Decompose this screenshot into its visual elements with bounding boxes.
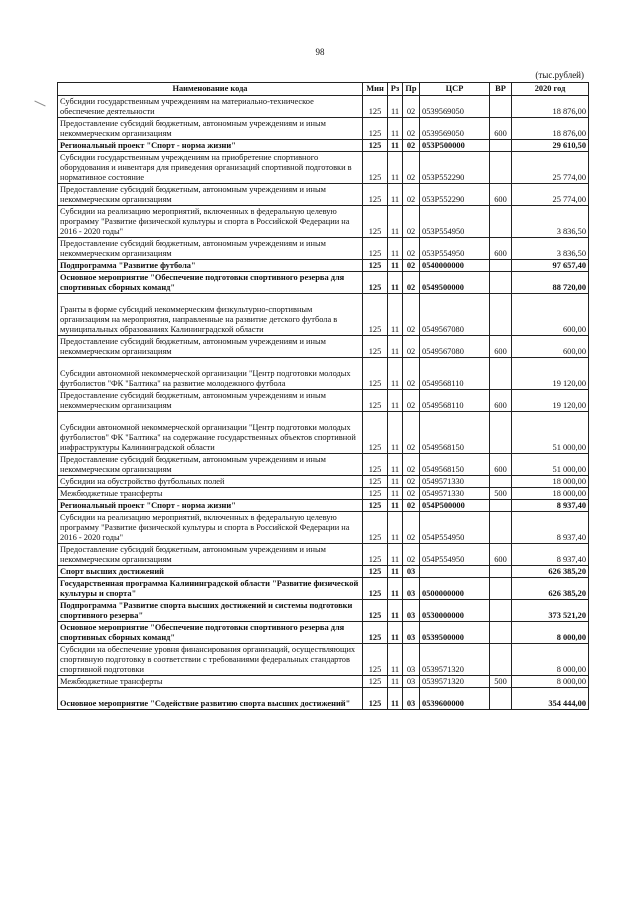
row-vr-cell (490, 566, 512, 578)
row-min-cell: 125 (363, 260, 388, 272)
row-name-cell: Региональный проект "Спорт - норма жизни" (58, 140, 363, 152)
row-vr-cell: 500 (490, 488, 512, 500)
row-vr-cell (490, 578, 512, 600)
row-name-cell: Субсидии государственным учреждениям на материально-техническое обеспечение деятельности (58, 96, 363, 118)
row-min-cell: 125 (363, 272, 388, 294)
row-pr-cell: 03 (403, 688, 420, 710)
budget-table (57, 82, 589, 710)
row-rz-cell: 11 (388, 566, 403, 578)
row-csr-cell: 053Р554950 (420, 238, 490, 260)
table-row (58, 140, 589, 152)
row-amount-cell: 8 000,00 (512, 644, 589, 676)
row-name-cell: Основное мероприятие "Содействие развитию спорта высших достижений" (58, 688, 363, 710)
table-row (58, 566, 589, 578)
row-name-cell: Субсидии на реализацию мероприятий, включенных в федеральную целевую программу "Развитие физической культуры и спорта в Российской Федерации на 2016 - 2020 годы" (58, 206, 363, 238)
row-pr-cell: 02 (403, 152, 420, 184)
row-name-cell: Государственная программа Калининградской области "Развитие физической культуры и спорта" (58, 578, 363, 600)
row-amount-cell: 18 876,00 (512, 118, 589, 140)
row-min-cell: 125 (363, 676, 388, 688)
row-rz-cell: 11 (388, 412, 403, 454)
row-min-cell: 125 (363, 238, 388, 260)
row-rz-cell: 11 (388, 454, 403, 476)
row-min-cell: 125 (363, 512, 388, 544)
row-pr-cell: 03 (403, 676, 420, 688)
row-vr-cell (490, 512, 512, 544)
row-min-cell: 125 (363, 644, 388, 676)
row-amount-cell: 19 120,00 (512, 358, 589, 390)
row-name-cell: Межбюджетные трансферты (58, 676, 363, 688)
row-csr-cell: 054Р500000 (420, 500, 490, 512)
header-min: Мин (363, 83, 388, 96)
table-row (58, 358, 589, 390)
row-amount-cell: 51 000,00 (512, 454, 589, 476)
row-amount-cell: 19 120,00 (512, 390, 589, 412)
row-pr-cell: 02 (403, 512, 420, 544)
row-min-cell: 125 (363, 488, 388, 500)
table-row (58, 578, 589, 600)
row-csr-cell: 054Р554950 (420, 512, 490, 544)
row-rz-cell: 11 (388, 544, 403, 566)
row-min-cell: 125 (363, 294, 388, 336)
row-amount-cell: 600,00 (512, 294, 589, 336)
row-csr-cell: 0549568150 (420, 454, 490, 476)
page-number: 98 (315, 47, 325, 57)
table-row (58, 688, 589, 710)
row-amount-cell: 18 000,00 (512, 488, 589, 500)
header-vr: ВР (490, 83, 512, 96)
row-pr-cell: 03 (403, 644, 420, 676)
row-vr-cell (490, 294, 512, 336)
row-pr-cell: 02 (403, 476, 420, 488)
row-csr-cell (420, 566, 490, 578)
row-rz-cell: 11 (388, 118, 403, 140)
row-amount-cell: 25 774,00 (512, 184, 589, 206)
row-csr-cell: 0539571320 (420, 676, 490, 688)
row-rz-cell: 11 (388, 336, 403, 358)
row-amount-cell: 3 836,50 (512, 206, 589, 238)
row-name-cell: Основное мероприятие "Обеспечение подготовки спортивного резерва для спортивных сборных команд" (58, 622, 363, 644)
row-vr-cell (490, 622, 512, 644)
row-vr-cell (490, 688, 512, 710)
row-amount-cell: 18 000,00 (512, 476, 589, 488)
row-name-cell: Субсидии на обустройство футбольных полей (58, 476, 363, 488)
row-csr-cell: 0539600000 (420, 688, 490, 710)
row-min-cell: 125 (363, 454, 388, 476)
row-vr-cell: 600 (490, 544, 512, 566)
row-min-cell: 125 (363, 544, 388, 566)
table-row (58, 152, 589, 184)
table-row (58, 454, 589, 476)
row-min-cell: 125 (363, 622, 388, 644)
row-pr-cell: 03 (403, 622, 420, 644)
row-min-cell: 125 (363, 566, 388, 578)
row-vr-cell (490, 600, 512, 622)
row-pr-cell: 02 (403, 260, 420, 272)
row-min-cell: 125 (363, 96, 388, 118)
row-amount-cell: 626 385,20 (512, 578, 589, 600)
row-min-cell: 125 (363, 336, 388, 358)
row-rz-cell: 11 (388, 294, 403, 336)
table-row (58, 644, 589, 676)
row-csr-cell: 0540000000 (420, 260, 490, 272)
row-csr-cell: 0549568110 (420, 358, 490, 390)
row-name-cell: Региональный проект "Спорт - норма жизни" (58, 500, 363, 512)
row-min-cell: 125 (363, 206, 388, 238)
row-csr-cell: 0549567080 (420, 294, 490, 336)
row-rz-cell: 11 (388, 578, 403, 600)
row-amount-cell: 88 720,00 (512, 272, 589, 294)
row-min-cell: 125 (363, 578, 388, 600)
row-amount-cell: 18 876,00 (512, 96, 589, 118)
row-pr-cell: 02 (403, 96, 420, 118)
row-name-cell: Подпрограмма "Развитие футбола" (58, 260, 363, 272)
row-vr-cell (490, 500, 512, 512)
table-row (58, 336, 589, 358)
row-name-cell: Предоставление субсидий бюджетным, автономным учреждениям и иным некоммерческим организациям (58, 336, 363, 358)
row-rz-cell: 11 (388, 184, 403, 206)
table-body (58, 96, 589, 710)
row-csr-cell: 0539569050 (420, 118, 490, 140)
row-vr-cell: 600 (490, 454, 512, 476)
row-rz-cell: 11 (388, 644, 403, 676)
row-amount-cell: 373 521,20 (512, 600, 589, 622)
row-pr-cell: 02 (403, 272, 420, 294)
row-rz-cell: 11 (388, 238, 403, 260)
row-csr-cell: 0549568150 (420, 412, 490, 454)
table-header-row (58, 83, 589, 96)
row-name-cell: Межбюджетные трансферты (58, 488, 363, 500)
row-csr-cell: 0539500000 (420, 622, 490, 644)
row-amount-cell: 8 000,00 (512, 622, 589, 644)
table-row (58, 238, 589, 260)
row-vr-cell: 600 (490, 184, 512, 206)
row-vr-cell: 600 (490, 390, 512, 412)
header-rz: Рз (388, 83, 403, 96)
row-pr-cell: 02 (403, 140, 420, 152)
row-csr-cell: 053Р552290 (420, 152, 490, 184)
row-pr-cell: 02 (403, 500, 420, 512)
row-rz-cell: 11 (388, 272, 403, 294)
row-rz-cell: 11 (388, 512, 403, 544)
row-min-cell: 125 (363, 358, 388, 390)
row-csr-cell: 0539569050 (420, 96, 490, 118)
row-name-cell: Субсидии на реализацию мероприятий, включенных в федеральную целевую программу "Развитие физической культуры и спорта в Российской Федерации на 2016 - 2020 годы" (58, 512, 363, 544)
row-csr-cell: 053Р554950 (420, 206, 490, 238)
row-vr-cell (490, 272, 512, 294)
table-row (58, 412, 589, 454)
row-amount-cell: 8 000,00 (512, 676, 589, 688)
row-rz-cell: 11 (388, 96, 403, 118)
row-csr-cell: 0530000000 (420, 600, 490, 622)
row-name-cell: Спорт высших достижений (58, 566, 363, 578)
row-rz-cell: 11 (388, 500, 403, 512)
table-row (58, 118, 589, 140)
table-row (58, 500, 589, 512)
row-csr-cell: 0549568110 (420, 390, 490, 412)
row-csr-cell: 0500000000 (420, 578, 490, 600)
row-pr-cell: 02 (403, 544, 420, 566)
units-label: (тыс.рублей) (535, 70, 584, 80)
row-min-cell: 125 (363, 184, 388, 206)
row-pr-cell: 02 (403, 184, 420, 206)
table-row (58, 96, 589, 118)
row-name-cell: Гранты в форме субсидий некоммерческим физкультурно-спортивным организациям на мероприятия, направленные на развитие детского футбола в муниципальных образованиях Калининградской области (58, 294, 363, 336)
row-name-cell: Субсидии государственным учреждениям на приобретение спортивного оборудования и инвентаря для приведения организаций спортивной подготовки в нормативное состояние (58, 152, 363, 184)
row-name-cell: Субсидии автономной некоммерческой организации "Центр подготовки молодых футболистов" ФК "Балтика" на содержание государственных объектов спортивной инфраструктуры Калининградской области (58, 412, 363, 454)
row-pr-cell: 02 (403, 488, 420, 500)
table-row (58, 476, 589, 488)
row-pr-cell: 02 (403, 118, 420, 140)
row-min-cell: 125 (363, 140, 388, 152)
row-amount-cell: 51 000,00 (512, 412, 589, 454)
row-pr-cell: 02 (403, 206, 420, 238)
row-rz-cell: 11 (388, 476, 403, 488)
row-name-cell: Подпрограмма "Развитие спорта высших достижений и системы подготовки спортивного резерва" (58, 600, 363, 622)
row-amount-cell: 97 657,40 (512, 260, 589, 272)
row-pr-cell: 02 (403, 238, 420, 260)
table-row (58, 488, 589, 500)
row-vr-cell (490, 152, 512, 184)
row-vr-cell: 600 (490, 118, 512, 140)
row-rz-cell: 11 (388, 688, 403, 710)
row-rz-cell: 11 (388, 600, 403, 622)
row-min-cell: 125 (363, 500, 388, 512)
row-amount-cell: 626 385,20 (512, 566, 589, 578)
row-csr-cell: 054Р554950 (420, 544, 490, 566)
row-vr-cell (490, 96, 512, 118)
row-vr-cell (490, 260, 512, 272)
row-amount-cell: 29 610,50 (512, 140, 589, 152)
table-row (58, 184, 589, 206)
row-min-cell: 125 (363, 152, 388, 184)
row-csr-cell: 0549567080 (420, 336, 490, 358)
row-vr-cell: 500 (490, 676, 512, 688)
row-amount-cell: 8 937,40 (512, 512, 589, 544)
row-rz-cell: 11 (388, 358, 403, 390)
row-name-cell: Основное мероприятие "Обеспечение подготовки спортивного резерва для спортивных сборных команд" (58, 272, 363, 294)
table-row (58, 622, 589, 644)
row-name-cell: Предоставление субсидий бюджетным, автономным учреждениям и иным некоммерческим организациям (58, 544, 363, 566)
row-vr-cell (490, 476, 512, 488)
row-rz-cell: 11 (388, 140, 403, 152)
table-row (58, 512, 589, 544)
row-amount-cell: 600,00 (512, 336, 589, 358)
row-name-cell: Предоставление субсидий бюджетным, автономным учреждениям и иным некоммерческим организациям (58, 454, 363, 476)
table-row (58, 260, 589, 272)
row-rz-cell: 11 (388, 260, 403, 272)
row-amount-cell: 8 937,40 (512, 544, 589, 566)
row-name-cell: Предоставление субсидий бюджетным, автономным учреждениям и иным некоммерческим организациям (58, 184, 363, 206)
row-rz-cell: 11 (388, 390, 403, 412)
row-vr-cell: 600 (490, 336, 512, 358)
row-csr-cell: 053Р552290 (420, 184, 490, 206)
row-csr-cell: 0549571330 (420, 476, 490, 488)
row-pr-cell: 02 (403, 390, 420, 412)
table-row (58, 544, 589, 566)
row-min-cell: 125 (363, 412, 388, 454)
row-amount-cell: 25 774,00 (512, 152, 589, 184)
row-rz-cell: 11 (388, 676, 403, 688)
table-row (58, 600, 589, 622)
row-min-cell: 125 (363, 600, 388, 622)
row-csr-cell: 0539571320 (420, 644, 490, 676)
row-amount-cell: 354 444,00 (512, 688, 589, 710)
header-amount: 2020 год (512, 83, 589, 96)
row-rz-cell: 11 (388, 622, 403, 644)
row-csr-cell: 053Р500000 (420, 140, 490, 152)
row-pr-cell: 02 (403, 358, 420, 390)
table-row (58, 294, 589, 336)
margin-mark (34, 101, 45, 107)
row-pr-cell: 02 (403, 454, 420, 476)
table-row (58, 390, 589, 412)
row-min-cell: 125 (363, 118, 388, 140)
row-amount-cell: 3 836,50 (512, 238, 589, 260)
row-pr-cell: 02 (403, 336, 420, 358)
row-pr-cell: 03 (403, 578, 420, 600)
header-pr: Пр (403, 83, 420, 96)
row-pr-cell: 03 (403, 566, 420, 578)
row-amount-cell: 8 937,40 (512, 500, 589, 512)
row-vr-cell (490, 140, 512, 152)
table-row (58, 676, 589, 688)
row-pr-cell: 03 (403, 600, 420, 622)
row-name-cell: Субсидии на обеспечение уровня финансирования организаций, осуществляющих спортивную подготовку в соответствии с требованиями федеральных стандартов спортивной подготовки (58, 644, 363, 676)
row-vr-cell: 600 (490, 238, 512, 260)
row-name-cell: Предоставление субсидий бюджетным, автономным учреждениям и иным некоммерческим организациям (58, 118, 363, 140)
row-name-cell: Предоставление субсидий бюджетным, автономным учреждениям и иным некоммерческим организациям (58, 238, 363, 260)
row-name-cell: Предоставление субсидий бюджетным, автономным учреждениям и иным некоммерческим организациям (58, 390, 363, 412)
row-pr-cell: 02 (403, 294, 420, 336)
row-min-cell: 125 (363, 390, 388, 412)
row-csr-cell: 0549571330 (420, 488, 490, 500)
row-rz-cell: 11 (388, 206, 403, 238)
row-rz-cell: 11 (388, 488, 403, 500)
header-name: Наименование кода (58, 83, 363, 96)
header-csr: ЦСР (420, 83, 490, 96)
table-row (58, 272, 589, 294)
row-vr-cell (490, 206, 512, 238)
row-vr-cell (490, 358, 512, 390)
row-csr-cell: 0549500000 (420, 272, 490, 294)
row-min-cell: 125 (363, 688, 388, 710)
row-rz-cell: 11 (388, 152, 403, 184)
row-min-cell: 125 (363, 476, 388, 488)
row-pr-cell: 02 (403, 412, 420, 454)
table-row (58, 206, 589, 238)
row-vr-cell (490, 412, 512, 454)
row-name-cell: Субсидии автономной некоммерческой организации "Центр подготовки молодых футболистов "ФК "Балтика" на развитие молодежного футбола (58, 358, 363, 390)
row-vr-cell (490, 644, 512, 676)
